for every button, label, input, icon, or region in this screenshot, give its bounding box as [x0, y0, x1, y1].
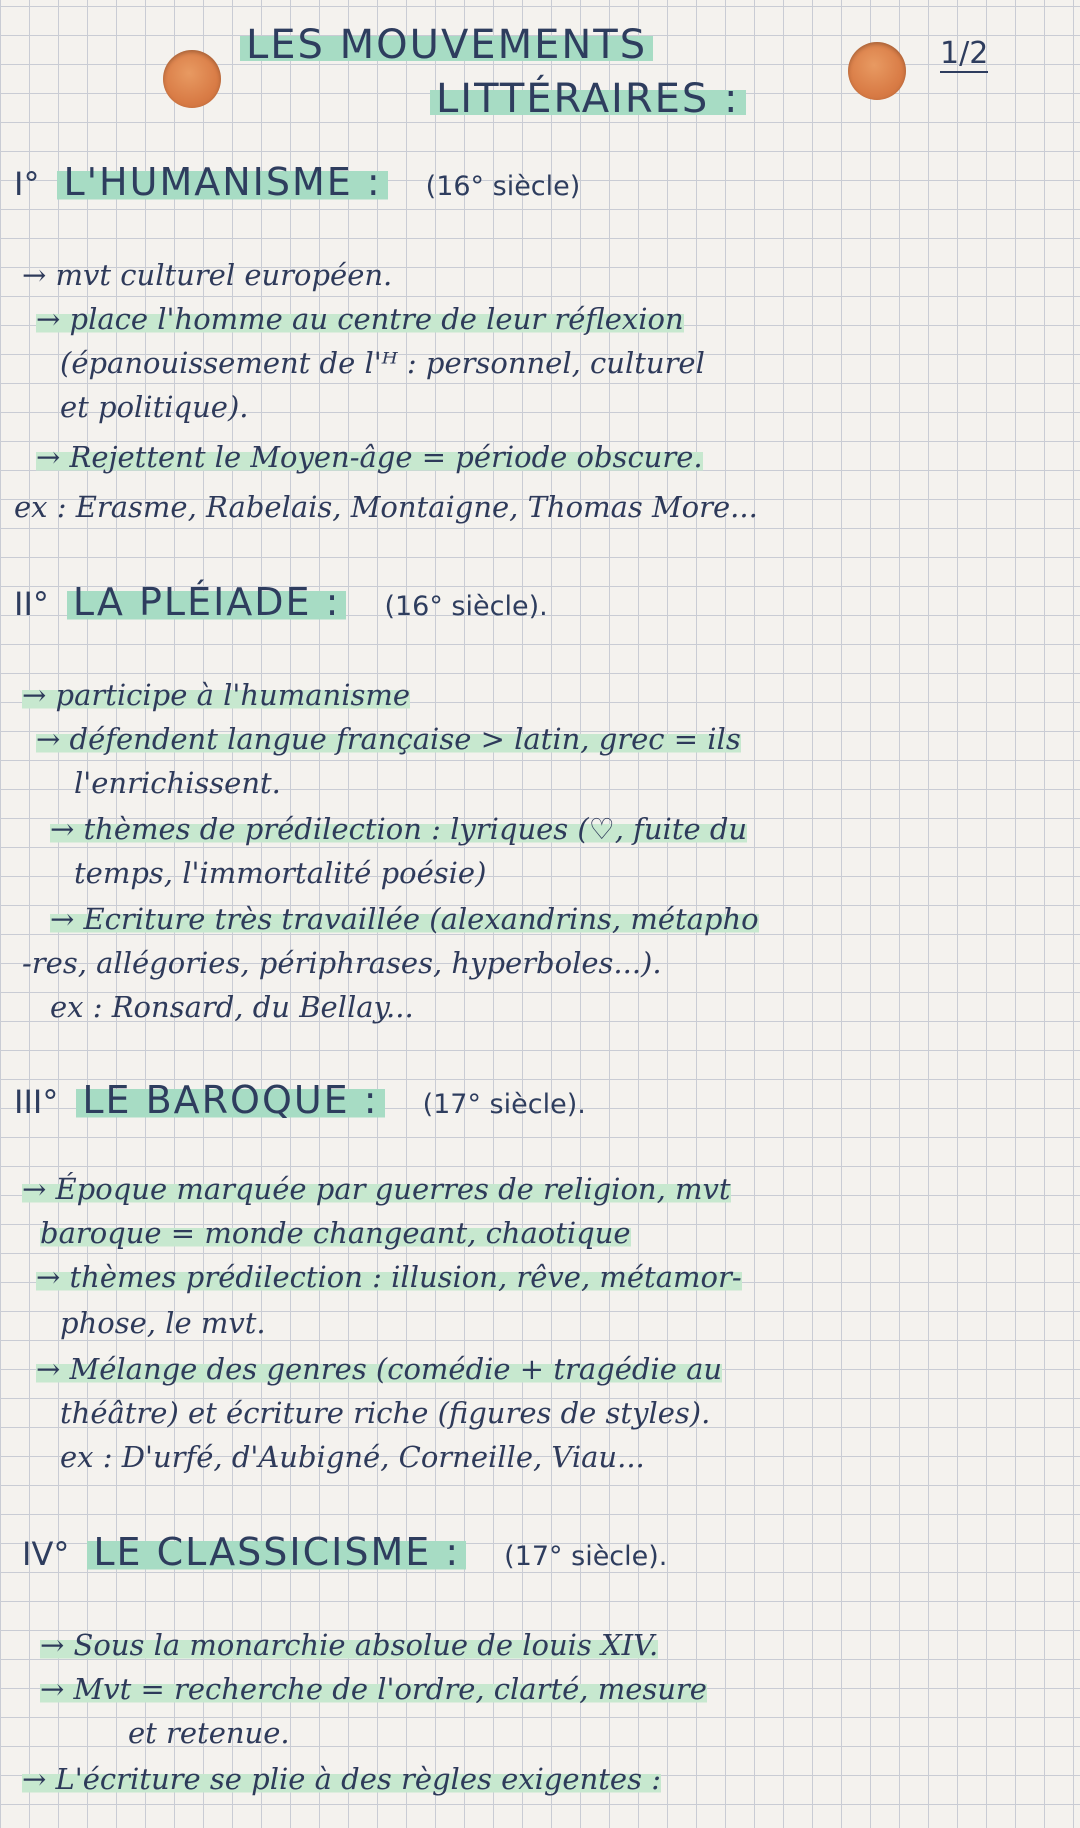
- note-line: → mvt culturel européen.: [22, 258, 393, 292]
- note-line: ex : Ronsard, du Bellay...: [50, 990, 414, 1024]
- section-humanisme-heading: [14, 160, 580, 204]
- section-numeral: IV°: [22, 1535, 70, 1573]
- section-baroque-heading: [14, 1078, 586, 1122]
- section-classicisme-heading: [22, 1530, 667, 1574]
- note-line: et politique).: [60, 390, 249, 424]
- page-number: 1/2: [940, 36, 989, 71]
- note-line: l'enrichissent.: [74, 766, 281, 800]
- page-title-line2: LITTÉRAIRES :: [430, 76, 746, 122]
- note-line: (épanouissement de l'ᴴ : personnel, culturel: [60, 346, 705, 380]
- punch-hole-right: [848, 42, 906, 100]
- note-line: → participe à l'humanisme: [22, 678, 411, 712]
- section-title: L'HUMANISME :: [57, 160, 387, 204]
- section-numeral: II°: [14, 585, 49, 623]
- note-line: → Mvt = recherche de l'ordre, clarté, mesure: [40, 1672, 707, 1706]
- note-line: phose, le mvt.: [60, 1306, 266, 1340]
- section-title: LA PLÉIADE :: [67, 580, 347, 624]
- note-line: → Mélange des genres (comédie + tragédie au: [36, 1352, 723, 1386]
- note-line: → défendent langue française > latin, grec = ils: [36, 722, 741, 756]
- note-line: ex : D'urfé, d'Aubigné, Corneille, Viau...: [60, 1440, 645, 1474]
- section-numeral: I°: [14, 165, 40, 203]
- section-numeral: III°: [14, 1083, 59, 1121]
- section-pleiade-heading: [14, 580, 548, 624]
- section-century: (16° siècle).: [384, 591, 548, 622]
- note-line: → L'écriture se plie à des règles exigentes :: [22, 1762, 661, 1796]
- note-line: ex : Erasme, Rabelais, Montaigne, Thomas More...: [14, 490, 758, 524]
- note-line: → thèmes prédilection : illusion, rêve, métamor-: [36, 1260, 742, 1294]
- note-line: et retenue.: [128, 1716, 290, 1750]
- page-title-line1: LES MOUVEMENTS: [240, 22, 653, 68]
- note-line: théâtre) et écriture riche (figures de styles).: [60, 1396, 711, 1430]
- note-line: → place l'homme au centre de leur réflexion: [36, 302, 684, 336]
- note-line: -res, allégories, périphrases, hyperboles...).: [22, 946, 662, 980]
- section-title: LE BAROQUE :: [76, 1078, 384, 1122]
- section-century: (17° siècle).: [504, 1541, 668, 1572]
- note-line: → Sous la monarchie absolue de louis XIV.: [40, 1628, 659, 1662]
- note-line: → thèmes de prédilection : lyriques (♡, fuite du: [50, 812, 748, 846]
- note-line: → Époque marquée par guerres de religion, mvt: [22, 1172, 731, 1206]
- punch-hole-left: [163, 50, 221, 108]
- note-line: baroque = monde changeant, chaotique: [40, 1216, 631, 1250]
- section-century: (17° siècle).: [422, 1089, 586, 1120]
- note-line: → Rejettent le Moyen-âge = période obscure.: [36, 440, 703, 474]
- section-century: (16° siècle): [425, 171, 581, 202]
- note-line: → Ecriture très travaillée (alexandrins, métapho: [50, 902, 759, 936]
- note-line: temps, l'immortalité poésie): [74, 856, 487, 890]
- section-title: LE CLASSICISME :: [87, 1530, 466, 1574]
